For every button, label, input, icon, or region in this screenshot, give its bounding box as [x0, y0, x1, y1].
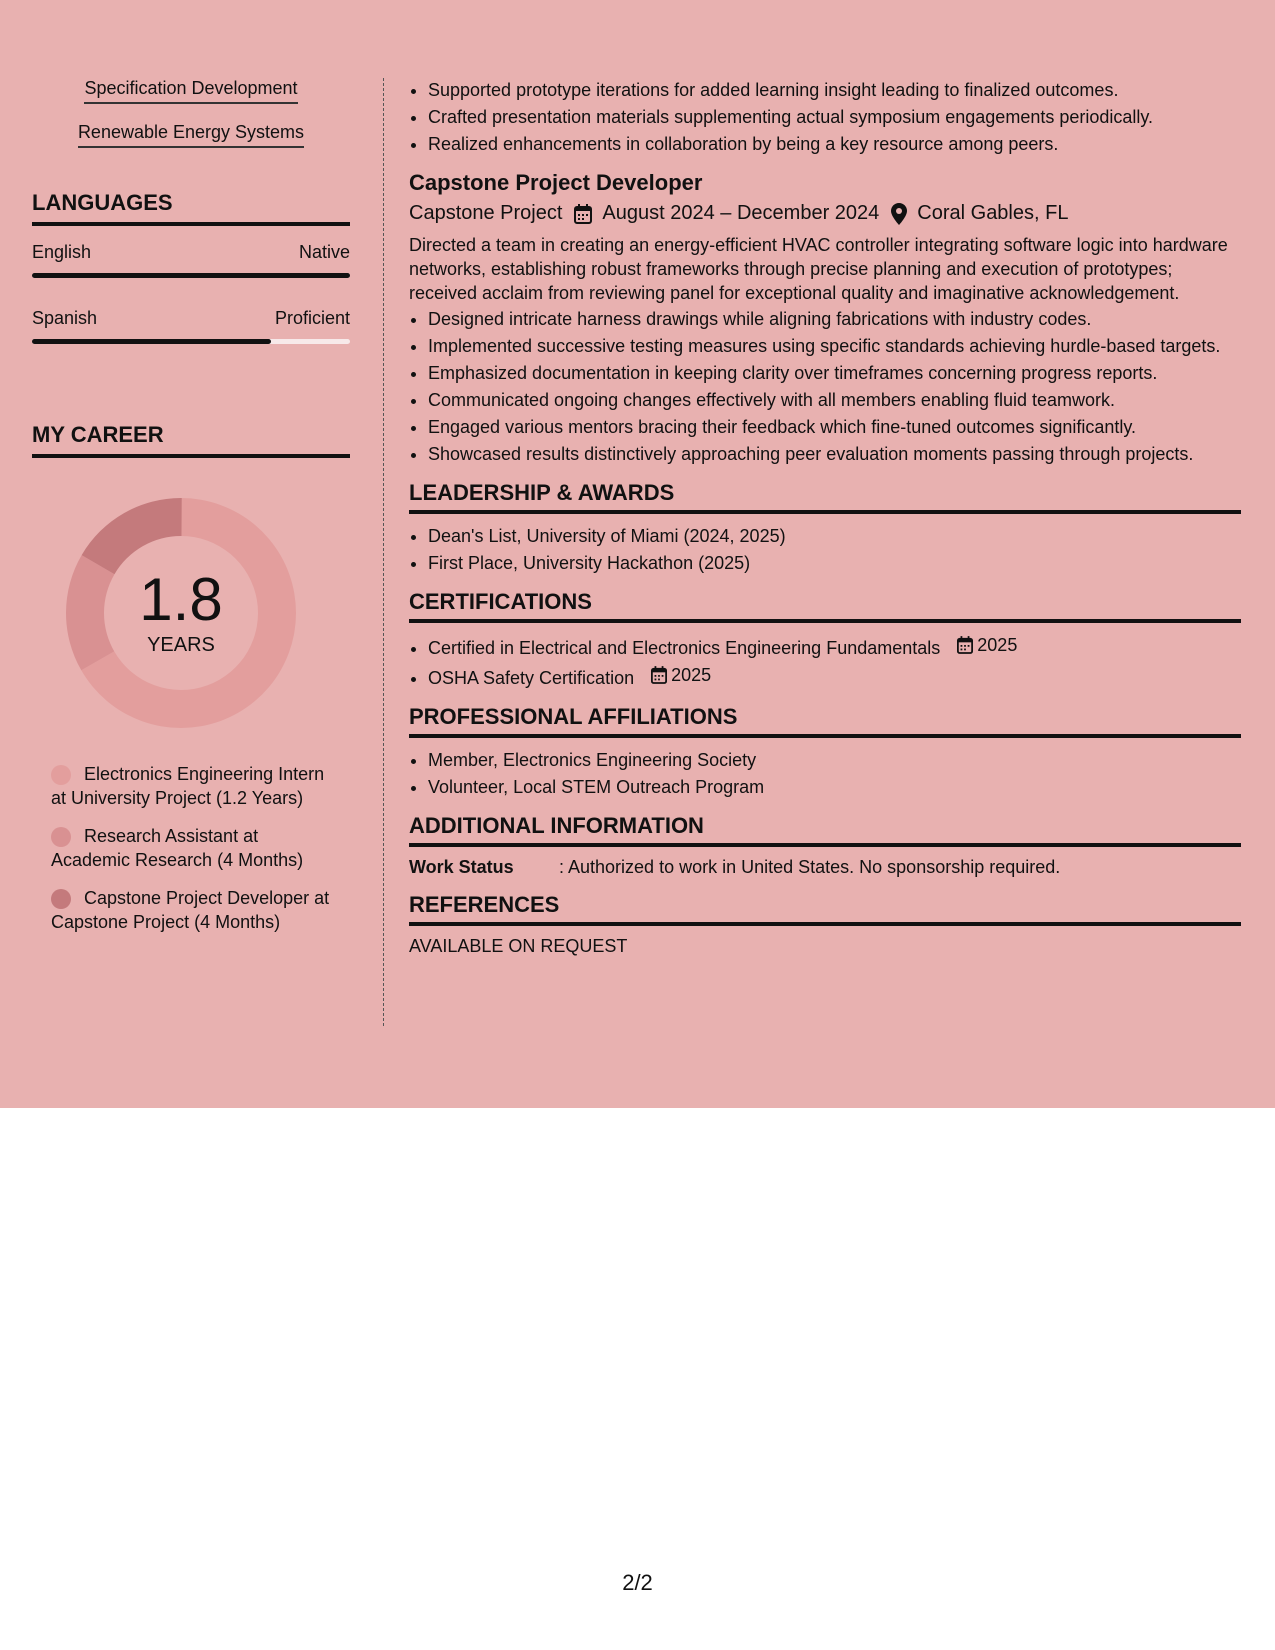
certification-date [651, 663, 711, 687]
legend-dot [51, 827, 71, 847]
job-bullets [409, 307, 1241, 466]
language-proficiency-fill [32, 339, 271, 344]
career-heading: MY CAREER [32, 422, 350, 458]
career-legend [51, 762, 331, 934]
career-total-unit: YEARS [147, 634, 215, 656]
certification-name: Certified in Electrical and Electronics Engineering Fundamentals [428, 638, 941, 658]
bullet-item: • Engaged various mentors bracing their feedback which fine-tuned outcomes significantly. [428, 415, 1241, 439]
page-number: 2/2 [622, 1570, 653, 1595]
language-name: English [32, 242, 92, 262]
work-status-value: : Authorized to work in United States. No sponsorship required. [559, 857, 1061, 877]
career-legend-item [51, 824, 331, 872]
skill-item: Renewable Energy Systems [78, 122, 304, 148]
column-divider [383, 78, 384, 1026]
languages-heading: LANGUAGES [32, 190, 350, 226]
work-status-label: Work Status [409, 857, 514, 877]
references-text: AVAILABLE ON REQUEST [409, 936, 628, 956]
job-location: Coral Gables, FL [917, 202, 1069, 224]
bullet-item: • Designed intricate harness drawings while aligning fabrications with industry codes. [428, 307, 1241, 331]
bullet-item: • Realized enhancements in collaboration by being a key resource among peers. [428, 132, 1241, 156]
certification-item [428, 633, 1241, 660]
previous-job-bullets [409, 78, 1241, 156]
certification-name: OSHA Safety Certification [428, 668, 635, 688]
skills-list [32, 78, 350, 148]
bullet-item: • Crafted presentation materials supplementing actual symposium engagements periodically. [428, 105, 1241, 129]
certifications-list [409, 633, 1241, 690]
location-pin-icon [891, 203, 907, 225]
award-item: • Dean's List, University of Miami (2024, 2025) [428, 524, 1241, 548]
affiliation-item: • Volunteer, Local STEM Outreach Program [428, 775, 1241, 799]
career-total-value: 1.8 [139, 566, 223, 633]
skill-item: Specification Development [84, 78, 297, 104]
awards-list [409, 524, 1241, 575]
legend-label: Electronics Engineering Intern at University Project (1.2 Years) [51, 764, 325, 808]
certification-item [428, 663, 1241, 690]
language-proficiency-bar [32, 273, 350, 278]
language-spanish [32, 308, 350, 344]
certification-year: 2025 [977, 635, 1018, 655]
legend-dot [51, 889, 71, 909]
calendar-icon [651, 666, 667, 684]
bullet-item: • Showcased results distinctively approaching peer evaluation moments passing through projects. [428, 442, 1241, 466]
language-name: Spanish [32, 308, 98, 328]
career-donut-chart [66, 498, 296, 728]
sidebar [32, 78, 350, 948]
language-proficiency-fill [32, 273, 350, 278]
affiliations-heading: PROFESSIONAL AFFILIATIONS [409, 704, 1241, 738]
legend-dot [51, 765, 71, 785]
job-company: Capstone Project [409, 202, 563, 224]
legend-label: Research Assistant at Academic Research (4 Months) [51, 826, 304, 870]
work-status-row [409, 857, 1241, 878]
job-description: Directed a team in creating an energy-efficient HVAC controller integrating software logic into hardware networks, establishing robust frameworks through precise planning and execution of prototypes; received acclaim from reviewing panel for exceptional quality and imaginative acknowledgement. [409, 235, 1228, 303]
main-column [409, 78, 1241, 957]
bullet-item: • Emphasized documentation in keeping clarity over timeframes concerning progress reports. [428, 361, 1241, 385]
calendar-icon [957, 636, 973, 654]
references-heading: REFERENCES [409, 892, 1241, 926]
job-meta [409, 202, 1241, 225]
additional-info-heading: ADDITIONAL INFORMATION [409, 813, 1241, 847]
affiliation-item: • Member, Electronics Engineering Society [428, 748, 1241, 772]
calendar-icon [574, 204, 592, 224]
certifications-heading: CERTIFICATIONS [409, 589, 1241, 623]
language-level: Proficient [274, 308, 350, 328]
award-item: • First Place, University Hackathon (2025) [428, 551, 1241, 575]
language-level: Native [298, 242, 350, 262]
language-english [32, 242, 350, 278]
certification-date [957, 633, 1017, 657]
career-legend-item [51, 762, 331, 810]
career-donut-slice [82, 498, 182, 574]
career-legend-item [51, 886, 331, 934]
affiliations-list [409, 748, 1241, 799]
legend-label: Capstone Project Developer at Capstone Project (4 Months) [51, 888, 330, 932]
awards-heading: LEADERSHIP & AWARDS [409, 480, 1241, 514]
bullet-item: • Implemented successive testing measures using specific standards achieving hurdle-based targets. [428, 334, 1241, 358]
bullet-item: • Communicated ongoing changes effectively with all members enabling fluid teamwork. [428, 388, 1241, 412]
language-proficiency-bar [32, 339, 350, 344]
certification-year: 2025 [671, 665, 712, 685]
job-dates: August 2024 – December 2024 [602, 202, 880, 224]
job-title: Capstone Project Developer [409, 170, 703, 195]
bullet-item: • Supported prototype iterations for added learning insight leading to finalized outcomes. [428, 78, 1241, 102]
